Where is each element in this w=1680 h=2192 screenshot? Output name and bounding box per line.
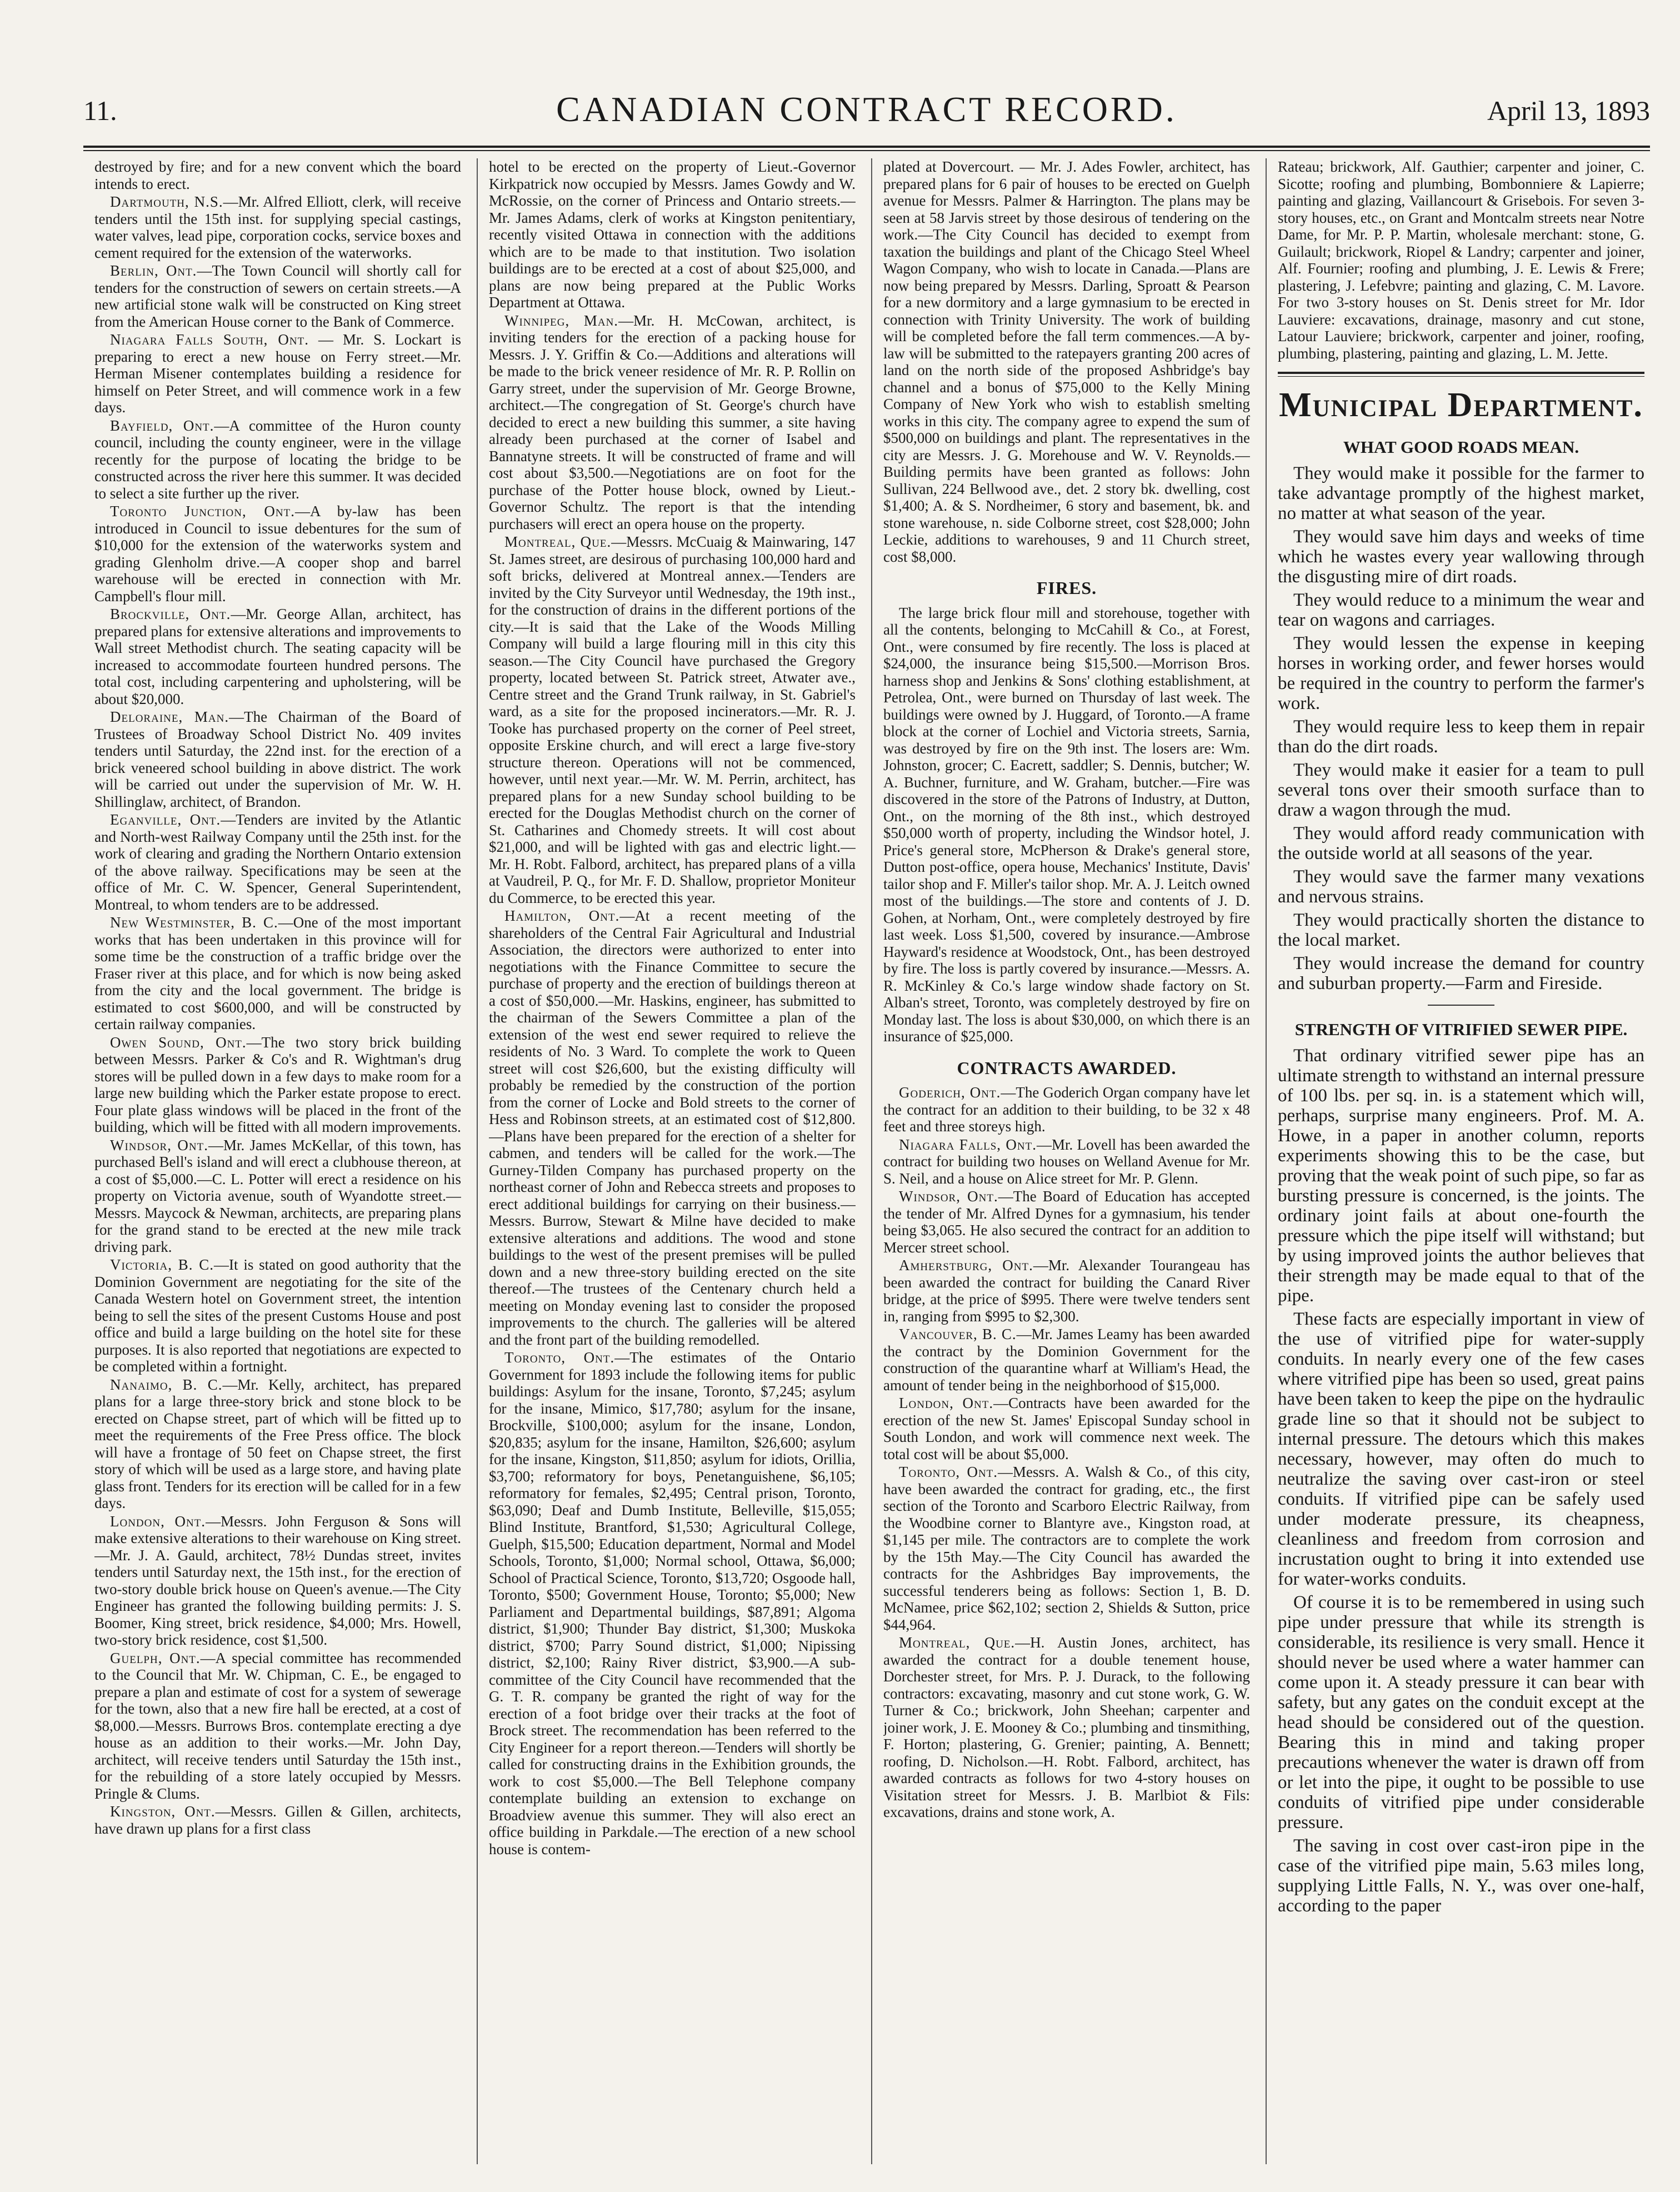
item-place: Windsor, Ont. (899, 1188, 998, 1205)
column-4 (1278, 158, 1644, 2164)
item-place: London, Ont. (899, 1395, 994, 1411)
contracts-heading: CONTRACTS AWARDED. (957, 1057, 1177, 1078)
item-text: —Mr. Alfred Elliott, clerk, will receive tenders until the 15th inst. for supplying special castings, water valves, lead pipe, corporation cocks, service boxes and cement required for the extension of the waterworks. (94, 193, 461, 261)
article-paragraph: These facts are especially important in view of the use of vitrified pipe for water-supply conduits. In nearly every one of the few cases where vitrified pipe has been so used, great pains have been taken to keep the pipe on the hydraulic grade line so that it should not be subject to internal pressure. The detours which this makes necessary, however, may often do much to neutralize the saving over cast-iron or steel conduits. If vitrified pipe can be safely used under moderate pressure, its cheapness, cleanliness and freedom from corrosion and incrustation ought to bring it into extended use for water-works conduits. (1278, 1309, 1644, 1589)
news-item (94, 811, 461, 913)
column-3 (883, 158, 1250, 2164)
column-2 (489, 158, 856, 2164)
contract-item (883, 1464, 1250, 1633)
news-item (94, 1137, 461, 1256)
article-paragraph: They would save him days and weeks of time which he wastes every year wallowing through the disgusting mire of dirt roads. (1278, 527, 1644, 587)
item-text: —Messrs. A. Walsh & Co., of this city, have been awarded the contract for grading, etc., the first section of the Toronto and Scarboro Electric Railway, from the Woodbine corner to Blantyre ave., Kingston road, at $1,145 per mile. The contractors are to complete the work by the 15th May.—The City Council has awarded the contracts for the Ashbridges Bay improvements, the successful tenderers being as follows: Section 1, B. D. McNamee, price $62,102; section 2, Shields & Sutton, price $44,964. (883, 1464, 1250, 1633)
item-place: Winnipeg, Man. (504, 312, 619, 329)
contract-item (883, 1084, 1250, 1135)
news-item (489, 312, 856, 533)
article-paragraph: They would make it easier for a team to pull several tons over their smooth surface than to draw a wagon through the mud. (1278, 760, 1644, 820)
item-text: —Mr. Lovell has been awarded the contract for building two houses on Welland Avenue for Mr. S. Neil, and a house on Alice street for Mr. P. Glenn. (883, 1136, 1250, 1187)
news-item (94, 262, 461, 330)
item-text: —Mr. H. McCowan, architect, is inviting tenders for the erection of a packing house for Messrs. J. Y. Griffin & Co.—Additions and alterations will be made to the brick veneer residence of Mr. R. P. Rollin on Garry street, under the supervision of Mr. George Browne, architect.—The congregation of St. George's church have decided to erect a new building this summer, a site having already been purchased at the corner of Isabel and Bannatyne streets. It will be constructed of frame and will cost about $3,500.—Negotiations are on foot for the purchase of the Potter house block, owned by Lieut.-Governor Schultz. The report is that the intending purchasers will erect an opera house on the property. (489, 312, 856, 532)
news-item (94, 606, 461, 707)
item-place: Toronto, Ont. (899, 1464, 998, 1480)
article-paragraph: Of course it is to be remembered in using such pipe under pressure that while its strength is considerable, its resilience is very small. Hence it should never be used where a water hammer can come upon it. A steady pressure it can bear with safety, but any gates on the conduit except at the head should be considered out of the question. Bearing this in mind and taking proper precautions whenever the water is drawn off from or let into the pipe, it ought to be possible to use conduits of vitrified pipe under considerable pressure. (1278, 1592, 1644, 1833)
item-place: Vancouver, B. C. (899, 1326, 1017, 1342)
item-text: —Mr. James Leamy has been awarded the contract by the Dominion Government for the construction of the quarantine wharf at William's Head, the amount of tender being in the neighborhood of $15,000. (883, 1326, 1250, 1394)
item-place: Eganville, Ont. (110, 811, 221, 828)
masthead (83, 83, 1650, 144)
item-text: —A by-law has been introduced in Council to issue debentures for the sum of $10,000 for the extension of the waterworks system and grading Glenholm drive.—A cooper shop and barrel warehouse will be erected in connection with Mr. Campbell's flour mill. (94, 503, 461, 605)
item-text: —Messrs. McCuaig & Mainwaring, 147 St. James street, are desirous of purchasing 100,000 hard and soft bricks, delivered at Montreal annex.—Tenders are invited by the City Surveyor until Wednesday, the 19th inst., for the construction of drains in the different portions of the city.—It is said that the Lake of the Woods Milling Company will build a large flouring mill in this city this season.—The City Council have purchased the Gregory property, located between St. Patrick street, Atwater ave., Centre street and the Grand Trunk railway, in St. Gabriel's ward, as a site for the proposed incinerators.—Mr. R. J. Tooke has purchased property on the corner of Peel street, opposite Erskine church, and will erect a large five-story structure thereon. Operations will not be commenced, however, until next year.—Mr. W. M. Perrin, architect, has prepared plans for a new Sunday school building to be erected for the Douglas Methodist church on the corner of St. Catharines and Chomedy streets. It will cost about $21,000, and will be lighted with gas and electric light.—Mr. H. Robt. Falbord, architect, has prepared plans of a villa at Vaudreil, P. Q., for Mr. F. D. Shallow, proprietor Moniteur du Commerce, to be erected this year. (489, 533, 856, 906)
item-text: —H. Austin Jones, architect, has awarded the contract for a double tenement house, Dorchester street, for Mrs. P. J. Durack, to the following contractors: excavating, masonry and cut stone work, G. W. Turner & Co.; brickwork, John Sheehan; carpenter and joiner work, J. E. Mooney & Co.; plumbing and tinsmithing, F. Horton; plastering, G. Grenier; painting, A. Bennett; roofing, D. Nicholson.—H. Robt. Falbord, architect, has awarded contracts as follows for two 4-story houses on Visitation street for Messrs. J. B. Marlbiot & Fils: excavations, drains and stone work, A. (883, 1634, 1250, 1820)
news-item (94, 1034, 461, 1136)
issue-date: April 13, 1893 (1487, 95, 1650, 126)
item-place: Berlin, Ont. (110, 262, 197, 279)
news-item (94, 914, 461, 1033)
newspaper-title: CANADIAN CONTRACT RECORD. (556, 89, 1177, 129)
news-item (94, 1256, 461, 1375)
item-text: —The Chairman of the Board of Trustees of Broadway School District No. 409 invites tenders until Saturday, the 22nd inst. for the erection of a brick veneered school building in above district. The work will be carried out under the supervision of Mr. W. H. Shillinglaw, architect, of Brandon. (94, 708, 461, 810)
good-roads-article (1278, 463, 1644, 993)
contract-item (883, 1326, 1250, 1394)
item-text: —The Board of Education has accepted the tender of Mr. Alfred Dynes for a gymnasium, his tender being $3,065. He also secured the contract for an addition to Mercer street school. (883, 1188, 1250, 1256)
news-item (94, 1650, 461, 1802)
news-item (94, 331, 461, 416)
item-text: —The two story brick building between Messrs. Parker & Co's and R. Wightman's drug stores will be pulled down in a few days to make room for a large new building which the Parker estate propose to erect. Four plate glass windows will be placed in the front of the building, which will be fitted with all modern improvements. (94, 1033, 461, 1135)
item-place: Goderich, Ont. (899, 1084, 1001, 1101)
article-paragraph: They would practically shorten the distance to the local market. (1278, 910, 1644, 950)
column-divider (477, 158, 478, 2164)
masthead-rule (83, 146, 1650, 148)
item-text: —Mr. Kelly, architect, has prepared plans for a large three-story brick and stone block to be erected on Chapse street, part of which will be fitted up to meet the requirements of the Free Press office. The block will have a frontage of 50 feet on Chapse street, the first story of which will be used as a large store, and having plate glass front. Tenders for its erection will be called for in a few days. (94, 1376, 461, 1511)
item-text: —A committee of the Huron county council, including the county engineer, were in the village recently for the purpose of locating the bridge to be constructed across the river here this summer. It was decided to select a site further up the river. (94, 417, 461, 502)
contract-item (883, 1634, 1250, 1821)
page-number: 11. (83, 95, 117, 126)
item-place: Brockville, Ont. (110, 606, 231, 622)
article-paragraph: They would reduce to a minimum the wear and tear on wagons and carriages. (1278, 590, 1644, 630)
contract-item (883, 1395, 1250, 1462)
good-roads-heading: WHAT GOOD ROADS MEAN. (1343, 437, 1579, 457)
item-text: destroyed by fire; and for a new convent which the board intends to erect. (94, 158, 461, 192)
news-item (489, 533, 856, 906)
item-place: Windsor, Ont. (110, 1136, 208, 1154)
item-place: Montreal, Que. (899, 1634, 1016, 1651)
news-item (94, 158, 461, 192)
article-paragraph: They would save the farmer many vexations and nervous strains. (1278, 867, 1644, 907)
news-item (489, 158, 856, 311)
news-item (489, 907, 856, 1348)
article-paragraph: They would make it possible for the farmer to take advantage promptly of the highest market, no matter at what season of the year. (1278, 463, 1644, 523)
item-place: Bayfield, Ont. (110, 417, 214, 434)
item-place: Kingston, Ont. (110, 1803, 216, 1820)
item-place: Owen Sound, Ont. (110, 1033, 247, 1051)
item-place: Toronto Junction, Ont. (110, 503, 295, 520)
item-text: —Contracts have been awarded for the erection of the new St. James' Episcopal Sunday school in South London, and work will commence next week. The total cost will be about $5,000. (883, 1395, 1250, 1462)
item-place: New Westminster, B. C. (110, 914, 278, 931)
masthead-rule-thin (83, 150, 1650, 151)
item-place: Amherstburg, Ont. (899, 1257, 1033, 1274)
item-place: Toronto, Ont. (504, 1349, 615, 1366)
article-paragraph: They would increase the demand for country and suburban property.—Farm and Fireside. (1278, 953, 1644, 993)
article-paragraph: The saving in cost over cast-iron pipe in the case of the vitrified pipe main, 5.63 miles long, supplying Little Falls, N. Y., was over one-half, according to the paper (1278, 1836, 1644, 1916)
news-item (94, 503, 461, 605)
department-rule (1278, 372, 1644, 377)
item-place: Dartmouth, N.S. (110, 193, 223, 210)
item-place: Niagara Falls South, Ont. (110, 331, 309, 348)
article-paragraph: That ordinary vitrified sewer pipe has an ultimate strength to withstand an internal pressure of 100 lbs. per sq. in. is a statement which will, perhaps, surprise many engineers. Prof. M. A. Howe, in a paper in another column, reports experiments showing this to be the case, but proving that the weak point of such pipe, so far as bursting pressure is concerned, is the joints. The ordinary joint fails at about one-fourth the pressure which the pipe itself will withstand; but by using improved joints the author believes that their strength may be made equal to that of the pipe. (1278, 1046, 1644, 1306)
item-text: —Mr. James McKellar, of this town, has purchased Bell's island and will erect a clubhouse thereon, at a cost of $5,000.—C. L. Potter will erect a residence on his property on Victoria avenue, south of Wyandotte street.—Messrs. Maycock & Newman, architects, are preparing plans for the grand stand to be erected at the new mile track driving park. (94, 1136, 461, 1255)
news-item (883, 158, 1250, 565)
item-text: —The Town Council will shortly call for tenders for the construction of sewers on certain streets.—A new artificial stone walk will be constructed on King street from the American House corner to the Bank of Commerce. (94, 262, 461, 330)
article-paragraph: They would lessen the expense in keeping horses in working order, and fewer horses would be required in the country to perform the farmer's work. (1278, 633, 1644, 713)
item-text: —Messrs. Gillen & Gillen, architects, have drawn up plans for a first class (94, 1803, 461, 1837)
item-text: —The Goderich Organ company have let the contract for an addition to their building, to be 32 x 48 feet and three storeys high. (883, 1084, 1250, 1135)
item-text: —Tenders are invited by the Atlantic and North-west Railway Company until the 25th inst. for the work of clearing and grading the Northern Ontario extension of the above railway. Specifications may be seen at the office of Mr. C. W. Spencer, General Superintendent, Montreal, to whom tenders are to be addressed. (94, 811, 461, 913)
news-item (94, 1803, 461, 1837)
item-place: Montreal, Que. (504, 533, 612, 550)
item-text: plated at Dovercourt. — Mr. J. Ades Fowler, architect, has prepared plans for 6 pair of houses to be erected on Guelph avenue for Messrs. Palmer & Harrington. The plans may be seen at 58 Jarvis street by those desirous of tendering on the work.—The City Council has decided to exempt from taxation the buildings and plant of the Chicago Steel Wheel Wagon Company, who wish to locate in Canada.—Plans are now being prepared by Messrs. Darling, Sproatt & Pearson for a new dormitory and a large gymnasium to be erected in connection with Trinity University. The work of building will be completed before the fall term commences.—A by-law will be submitted to the ratepayers granting 200 acres of land on the north side of the proposed Ashbridge's bay channel and a bonus of $75,000 to the Kelly Mining Company of New York who wish to establish smelting works in this city. The company agree to expend the sum of $500,000 on buildings and plant. The representatives in the city are Messrs. J. G. Morehouse and W. V. Reynolds.—Building permits have been granted as follows: John Sullivan, 224 Bellwood ave., det. 2 story bk. dwelling, cost $1,400; A. & S. Nordheimer, 6 story and basement, bk. and stone warehouse, n. side Colborne street, cost $28,000; John Leckie, additions to warehouses, 9 and 11 Church street, cost $8,000. (883, 158, 1250, 565)
item-place: Hamilton, Ont. (504, 907, 620, 924)
column-divider (1266, 158, 1267, 2164)
contract-item (883, 1188, 1250, 1256)
contract-item (883, 1136, 1250, 1187)
item-text: —Messrs. John Ferguson & Sons will make extensive alterations to their warehouse on King street.—Mr. J. A. Gauld, architect, 78½ Dundas street, invites tenders until Saturday next, the 15th inst., for the erection of two-story double brick house on Queen's avenue.—The City Engineer has granted the following building permits: J. S. Boomer, King street, brick residence, $4,000; Mrs. Howell, two-story brick residence, cost $1,500. (94, 1512, 461, 1648)
news-item (94, 193, 461, 261)
sewer-pipe-heading: STRENGTH OF VITRIFIED SEWER PIPE. (1294, 1020, 1628, 1039)
contract-continued: Rateau; brickwork, Alf. Gauthier; carpenter and joiner, C. Sicotte; roofing and plumbing, Bombonniere & Lapierre; painting and glazing, Vaillancourt & Grisebois. For seven 3-story houses, etc., on Grant and Montcalm streets near Notre Dame, for Mr. P. P. Martin, wholesale merchant: stone, G. Guilault; brickwork, Riopel & Landry; carpenter and joiner, Alf. Fournier; roofing and plumbing, J. E. Lewis & Frere; plastering, J. Lefebvre; painting and glazing, C. M. Lavore. For two 3-story houses on St. Denis street for Mr. Idor Lauviere: excavations, drainage, masonry and cut stone, Latour Lauviere; brickwork, carpenter and joiner, roofing, plumbing, plastering, painting and glazing, L. M. Jette. (1278, 158, 1644, 362)
department-title: Municipal Department. (1279, 386, 1643, 424)
item-place: London, Ont. (110, 1512, 206, 1530)
fires-paragraph: The large brick flour mill and storehouse, together with all the contents, belonging to McCahill & Co., at Forest, Ont., were consumed by fire recently. The loss is placed at $24,000, the insurance being $15,500.—Morrison Bros. harness shop and Jenkins & Sons' clothing establishment, at Petrolea, Ont., were burned on Thursday of last week. The buildings were owned by J. Huggard, of Toronto.—A frame block at the corner of Lochiel and Victoria streets, Sarnia, was destroyed by fire on the 9th inst. The losers are: Wm. Johnston, grocer; C. Eacrett, saddler; S. Dennis, butcher; W. A. Buchner, furniture, and W. Graham, butcher.—Fire was discovered in the store of the Patrons of Industry, at Dutton, Ont., on the morning of the 8th inst., which destroyed $50,000 worth of property, including the Windsor hotel, J. Price's general store, McPherson & Drake's general store, Dutton post-office, opera house, Mechanics' Institute, Davis' tailor shop and F. Miller's tailor shop. Mr. A. J. Leitch owned most of the buildings.—The store and contents of J. D. Gohen, at Norham, Ont., were completely destroyed by fire last week. Loss $1,500, covered by insurance.—Ambrose Hayward's residence at Woodstock, Ont., has been destroyed by fire. The loss is partly covered by insurance.—Messrs. A. R. McKinley & Co.'s large window shade factory on St. Alban's street, Toronto, was completely destroyed by fire on Monday last. The loss is about $30,000, on which there is an insurance of $25,000. (883, 604, 1250, 1045)
article-paragraph: They would afford ready communication with the outside world at all seasons of the year. (1278, 823, 1644, 863)
item-text: — Mr. S. Lockart is preparing to erect a new house on Ferry street.—Mr. Herman Misener contemplates building a residence for himself on Peter Street, and will commence work in a few days. (94, 331, 461, 416)
column-divider (871, 158, 872, 2164)
item-place: Niagara Falls, Ont. (899, 1136, 1037, 1153)
item-text: —At a recent meeting of the shareholders of the Central Fair Agricultural and Industrial Association, the directors were authorized to enter into negotiations with the Finance Committee to secure the purchase of property and the erection of buildings thereon at a cost of $50,000.—Mr. Haskins, engineer, has submitted to the chairman of the Sewers Committee a plan of the extension of the west end sewer required to relieve the residents of No. 3 Ward. To complete the work to Queen street will cost $26,600, but the existing difficulty will probably be remedied by the construction of the portion from the corner of Locke and Bold streets to the corner of Hess and Robinson streets, at an estimated cost of $12,800.—Plans have been prepared for the erection of a shelter for cabmen, and tenders will be called for the work.—The Gurney-Tilden Company has purchased property on the northeast corner of John and Rebecca streets and proposes to erect additional buildings for carrying on their business.—Messrs. Burrow, Stewart & Milne have decided to make extensive alterations and additions. The wood and stone buildings to the west of the present premises will be pulled down and a new three-story building erected on the site thereof.—The trustees of the Centenary church held a meeting on Monday evening last to consider the proposed improvements to the church. The galleries will be altered and the front part of the building remodelled. (489, 907, 856, 1348)
news-item (94, 1376, 461, 1512)
item-text: —One of the most important works that has been undertaken in this province will for some time be the construction of a traffic bridge over the Fraser river at this place, and for which is now being asked from the city and the local government. The bridge is estimated to cost $600,000, and will be constructed by certain railway companies. (94, 914, 461, 1032)
item-text: —Mr. Alexander Tourangeau has been awarded the contract for building the Canard River bridge, at the price of $995. There were twelve tenders sent in, ranging from $995 to $2,300. (883, 1257, 1250, 1325)
item-text: —It is stated on good authority that the Dominion Government are negotiating for the site of the Canada Western hotel on Government street, the intention being to sell the sites of the present Customs House and post office and build a large building on the hotel site for these purposes. It is also reported that negotiations are expected to be completed within a fortnight. (94, 1256, 461, 1375)
item-place: Victoria, B. C. (110, 1256, 214, 1273)
article-paragraph: They would require less to keep them in repair than do the dirt roads. (1278, 717, 1644, 757)
item-place: Nanaimo, B. C. (110, 1376, 223, 1393)
item-text: —The estimates of the Ontario Government for 1893 include the following items for public buildings: Asylum for the insane, Toronto, $7,245; asylum for the insane, Mimico, $17,780; asylum for the insane, Brockville, $100,000; asylum for the insane, London, $20,835; asylum for the insane, Hamilton, $26,600; asylum for the insane, Kingston, $11,850; asylum for idiots, Orillia, $3,700; reformatory for boys, Penetanguishene, $6,105; reformatory for females, $2,495; Central prison, Toronto, $63,090; Deaf and Dumb Institute, Belleville, $15,055; Blind Institute, Brantford, $1,530; Agricultural College, Guelph, $15,500; Education department, Normal and Model Schools, Toronto, $1,000; Normal school, Ottawa, $6,000; School of Practical Science, Toronto, $13,720; Osgoode hall, Toronto, $500; Government House, Toronto; $5,000; New Parliament and Departmental buildings, $87,891; Algoma district, $1,900; Thunder Bay district, $1,300; Muskoka district, $700; Parry Sound district, $1,000; Nipissing district, $2,100; Rainy River district, $3,900.—A sub-committee of the City Council have recommended that the G. T. R. company be granted the right of way for the erection of a foot bridge over their tracks at the foot of Brock street. The recommendation has been referred to the City Engineer for a report thereon.—Tenders will shortly be called for constructing drains in the Exhibition grounds, the work to cost $5,000.—The Bell Telephone company contemplate building an extension to exchange on Broadview avenue this summer. They will also erect an office building in Parkdale.—The erection of a new school house is contem- (489, 1349, 856, 1858)
sewer-pipe-article (1278, 1046, 1644, 1916)
news-item (94, 708, 461, 810)
news-item (489, 1349, 856, 1858)
column-1 (94, 158, 461, 2164)
item-text: —A special committee has recommended to the Council that Mr. W. Chipman, C. E., be engaged to prepare a plan and estimate of cost for a system of sewerage for the town, also that a new fire hall be erected, at a cost of $8,000.—Messrs. Burrows Bros. contemplate erecting a dye house as an addition to their works.—Mr. John Day, architect, will receive tenders until Saturday the 15th inst., for the rebuilding of a store lately occupied by Messrs. Pringle & Clums. (94, 1649, 461, 1802)
fires-heading: FIRES. (1036, 578, 1097, 598)
item-text: —Mr. George Allan, architect, has prepared plans for extensive alterations and improvements to Wall street Methodist church. The seating capacity will be increased to accommodate fourteen hundred persons. The total cost, including carpentering and upholstering, will be about $20,000. (94, 606, 461, 707)
item-place: Guelph, Ont. (110, 1649, 201, 1666)
article-separator (1428, 1005, 1494, 1006)
item-text: hotel to be erected on the property of Lieut.-Governor Kirkpatrick now occupied by Messrs. James Gowdy and W. McRossie, on the corner of Princess and Ontario streets.—Mr. James Adams, clerk of works at Kingston penitentiary, recently visited Ottawa in connection with the additions which are to be made to that institution. Two isolation buildings are to be erected at a cost of about $25,000, and plans are now being prepared at the Public Works Department at Ottawa. (489, 158, 856, 311)
news-item (94, 417, 461, 502)
contract-item (883, 1257, 1250, 1325)
item-place: Deloraine, Man. (110, 708, 229, 725)
news-item (94, 1513, 461, 1649)
